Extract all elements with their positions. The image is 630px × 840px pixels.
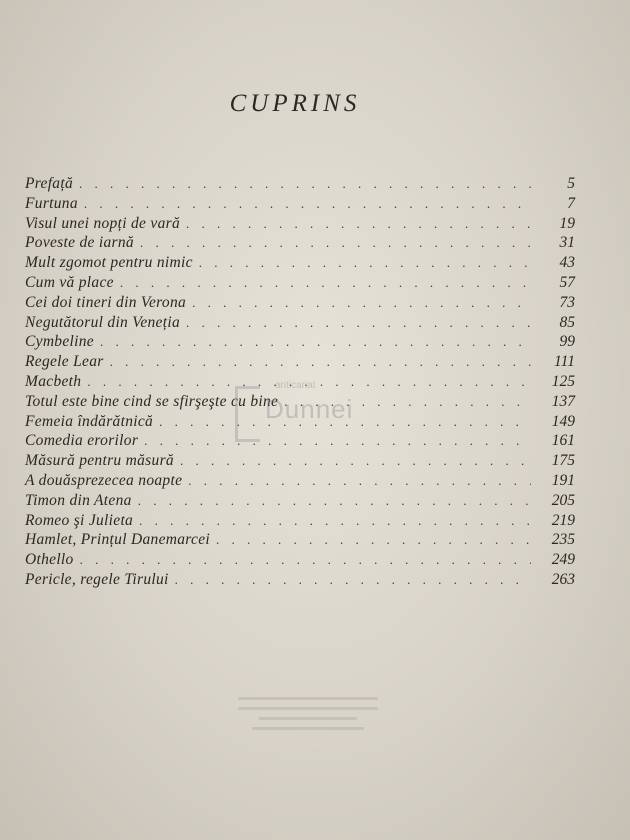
dot-leader [79, 174, 531, 194]
toc-entry [25, 530, 575, 550]
toc-entry [25, 253, 575, 273]
dot-leader [186, 214, 531, 234]
toc-entry-page: 235 [551, 531, 575, 549]
toc-entry-title: Mult zgomot pentru nimic [25, 254, 193, 272]
dot-leader [192, 293, 531, 313]
toc-entry-page: 149 [551, 412, 575, 430]
dot-leader [199, 253, 531, 273]
dot-leader [139, 511, 531, 531]
watermark-brand-text: Dunnei [265, 394, 354, 424]
toc-entry [25, 332, 575, 352]
dot-leader [180, 451, 531, 471]
toc-entry [25, 471, 575, 491]
dot-leader [100, 332, 531, 352]
toc-entry-page: 73 [559, 293, 575, 311]
toc-entry-title: Prefață [25, 175, 74, 192]
toc-entry [25, 313, 575, 333]
toc-entry-title: Timon din Atena [25, 491, 132, 509]
toc-entry-title: Negutătorul din Veneția [25, 313, 180, 331]
toc-entry [25, 352, 575, 372]
toc-entry-title: Furtuna [25, 194, 78, 212]
dot-leader [186, 313, 531, 333]
toc-entry-title: Othello [25, 551, 74, 569]
bleed-through-text [238, 690, 378, 737]
dot-leader [138, 491, 531, 511]
toc-entry-page: 125 [551, 372, 575, 390]
toc-entry-page: 219 [551, 511, 575, 529]
toc-entry [25, 174, 575, 194]
dot-leader [159, 412, 531, 432]
toc-entry-page: 7 [567, 194, 575, 212]
toc-entry-title: Pericle, regele Tirului [25, 570, 169, 588]
toc-entry-page: 175 [551, 452, 575, 470]
toc-entry [25, 392, 575, 412]
toc-entry-title: Femeia îndărătnică [25, 412, 154, 430]
watermark-small-text: anticariat [275, 380, 316, 391]
toc-entry-page: 191 [551, 471, 575, 489]
toc-entry-page: 205 [551, 491, 575, 509]
toc-entry-page: 57 [559, 273, 575, 291]
toc-entry [25, 431, 575, 451]
toc-entry [25, 491, 575, 511]
toc-entry-page: 5 [567, 175, 575, 192]
toc-entry [25, 511, 575, 531]
dot-leader [175, 570, 531, 590]
toc-entry-title: Cum vă place [25, 273, 114, 291]
dot-leader [80, 550, 531, 570]
dot-leader [188, 471, 531, 491]
toc-entry [25, 412, 575, 432]
toc-entry [25, 570, 575, 590]
dot-leader [144, 431, 531, 451]
page-title: CUPRINS [229, 90, 361, 117]
toc-entry-page: 263 [551, 570, 575, 588]
toc-entry-title: Poveste de iarnă [25, 234, 134, 252]
dot-leader [284, 392, 531, 412]
toc-entry-page: 85 [559, 313, 575, 331]
toc-entry-title: Măsură pentru măsură [25, 452, 174, 470]
toc-entry [25, 214, 575, 234]
toc-entry-page: 137 [551, 392, 575, 410]
toc-entry-title: A douăsprezecea noapte [25, 471, 183, 489]
toc-entry-page: 249 [551, 551, 575, 569]
toc-entry-title: Romeo şi Julieta [25, 511, 134, 529]
toc-entry-title: Hamlet, Prințul Danemarcei [25, 531, 211, 549]
toc-entry-title: Regele Lear [25, 353, 104, 371]
table-of-contents [25, 174, 575, 590]
toc-entry-title: Totul este bine cind se sfirşeşte cu bine [25, 392, 279, 410]
toc-entry-page: 161 [551, 432, 575, 450]
toc-entry [25, 194, 575, 214]
dot-leader [84, 194, 531, 214]
dot-leader [120, 273, 531, 293]
dot-leader [87, 372, 531, 392]
toc-entry-page: 111 [554, 353, 575, 371]
toc-entry-title: Comedia erorilor [25, 432, 139, 450]
toc-entry [25, 550, 575, 570]
dot-leader [140, 233, 531, 253]
toc-entry [25, 233, 575, 253]
toc-entry-page: 31 [559, 234, 575, 252]
toc-entry-title: Visul unei nopți de vară [25, 214, 181, 232]
toc-entry-page: 19 [559, 214, 575, 232]
toc-entry [25, 293, 575, 313]
toc-entry-page: 43 [559, 254, 575, 272]
toc-entry-title: Macbeth [25, 372, 82, 390]
dot-leader [216, 530, 531, 550]
toc-entry [25, 372, 575, 392]
toc-entry-page: 99 [559, 333, 575, 351]
toc-entry [25, 273, 575, 293]
toc-entry [25, 451, 575, 471]
dot-leader [110, 352, 531, 372]
toc-entry-title: Cymbeline [25, 333, 94, 351]
toc-entry-title: Cei doi tineri din Verona [25, 293, 187, 311]
